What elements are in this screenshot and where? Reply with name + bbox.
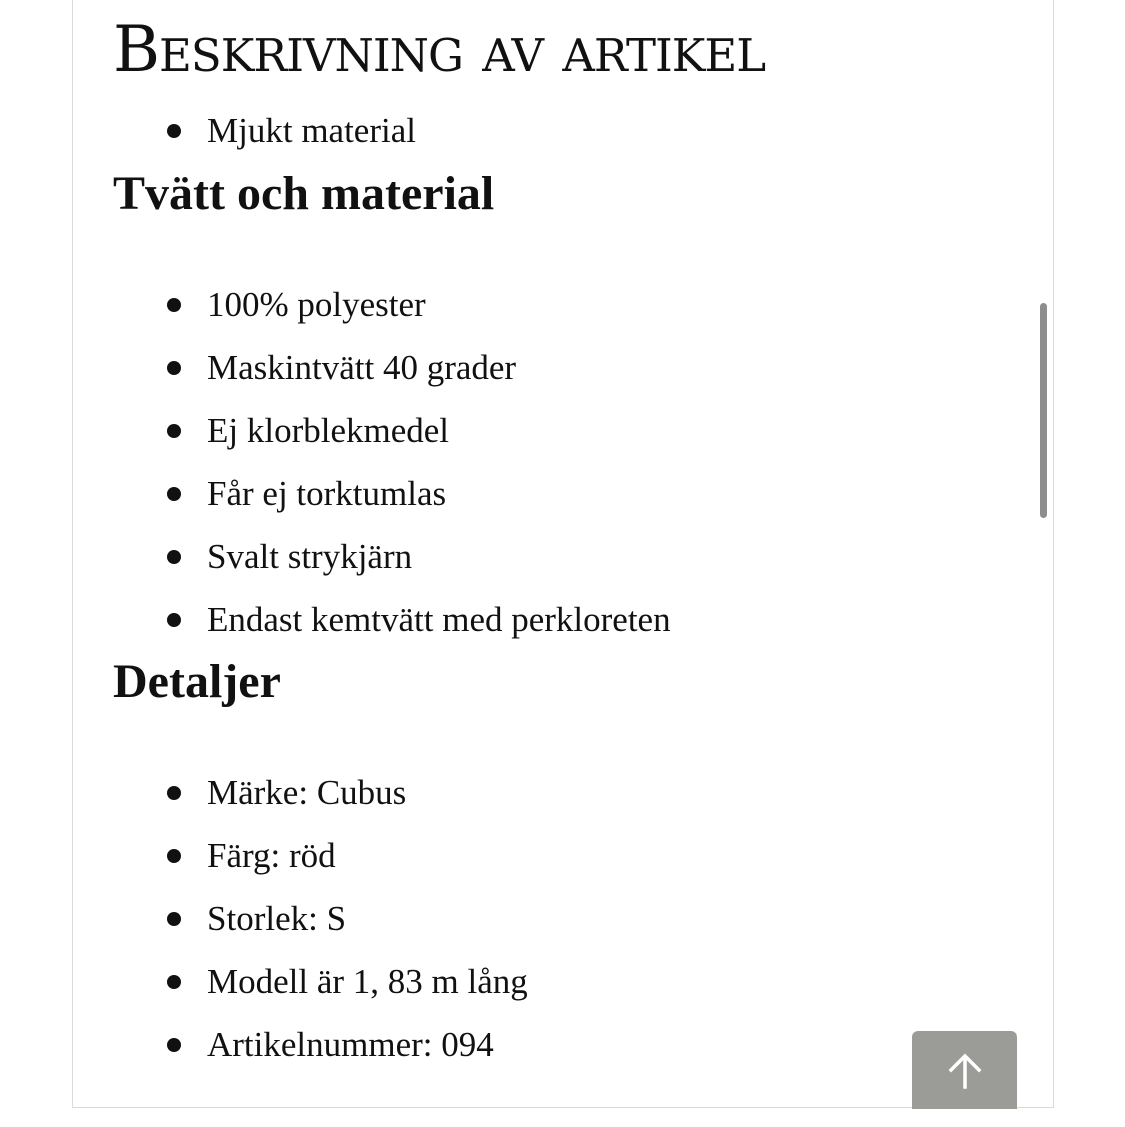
list-item [73,1013,528,1076]
list-item [73,824,528,887]
details-list [73,761,528,1076]
list-item [73,273,671,336]
list-item [73,462,671,525]
bullet-icon [167,613,181,627]
arrow-up-icon [945,1053,985,1089]
page-title: Beskrivning av artikel [113,13,766,87]
scrollbar-thumb[interactable] [1040,303,1047,518]
bullet-icon [167,487,181,501]
list-item-text: Artikelnummer: 094 [207,1025,494,1064]
back-to-top-button[interactable] [912,1031,1017,1109]
list-item-text: Storlek: S [207,899,347,938]
list-item-text: 100% polyester [207,285,426,324]
bullet-icon [167,849,181,863]
list-item-text: Endast kemtvätt med perkloreten [207,600,671,639]
bullet-icon [167,975,181,989]
list-item-text: Modell är 1, 83 m lång [207,962,528,1001]
bullet-icon [167,298,181,312]
list-item [73,887,528,950]
list-item-text: Får ej torktumlas [207,474,447,513]
list-item-text: Mjukt material [207,111,416,150]
bullet-icon [167,361,181,375]
list-item [73,399,671,462]
list-item [73,336,671,399]
bullet-icon [167,912,181,926]
bullet-icon [167,786,181,800]
list-item-text: Maskintvätt 40 grader [207,348,517,387]
bullet-icon [167,424,181,438]
list-item-text: Färg: röd [207,836,336,875]
list-item-text: Ej klorblekmedel [207,411,450,450]
list-item [73,99,416,162]
bullet-icon [167,1038,181,1052]
list-item-text: Svalt strykjärn [207,537,413,576]
list-item [73,525,671,588]
list-item [73,588,671,651]
product-description-panel [72,0,1054,1108]
list-item [73,761,528,824]
details-heading: Detaljer [113,655,281,708]
bullet-icon [167,550,181,564]
list-item-text: Märke: Cubus [207,773,407,812]
wash-list [73,273,671,651]
description-list [73,99,416,162]
bullet-icon [167,124,181,138]
wash-heading: Tvätt och material [113,167,495,220]
list-item [73,950,528,1013]
